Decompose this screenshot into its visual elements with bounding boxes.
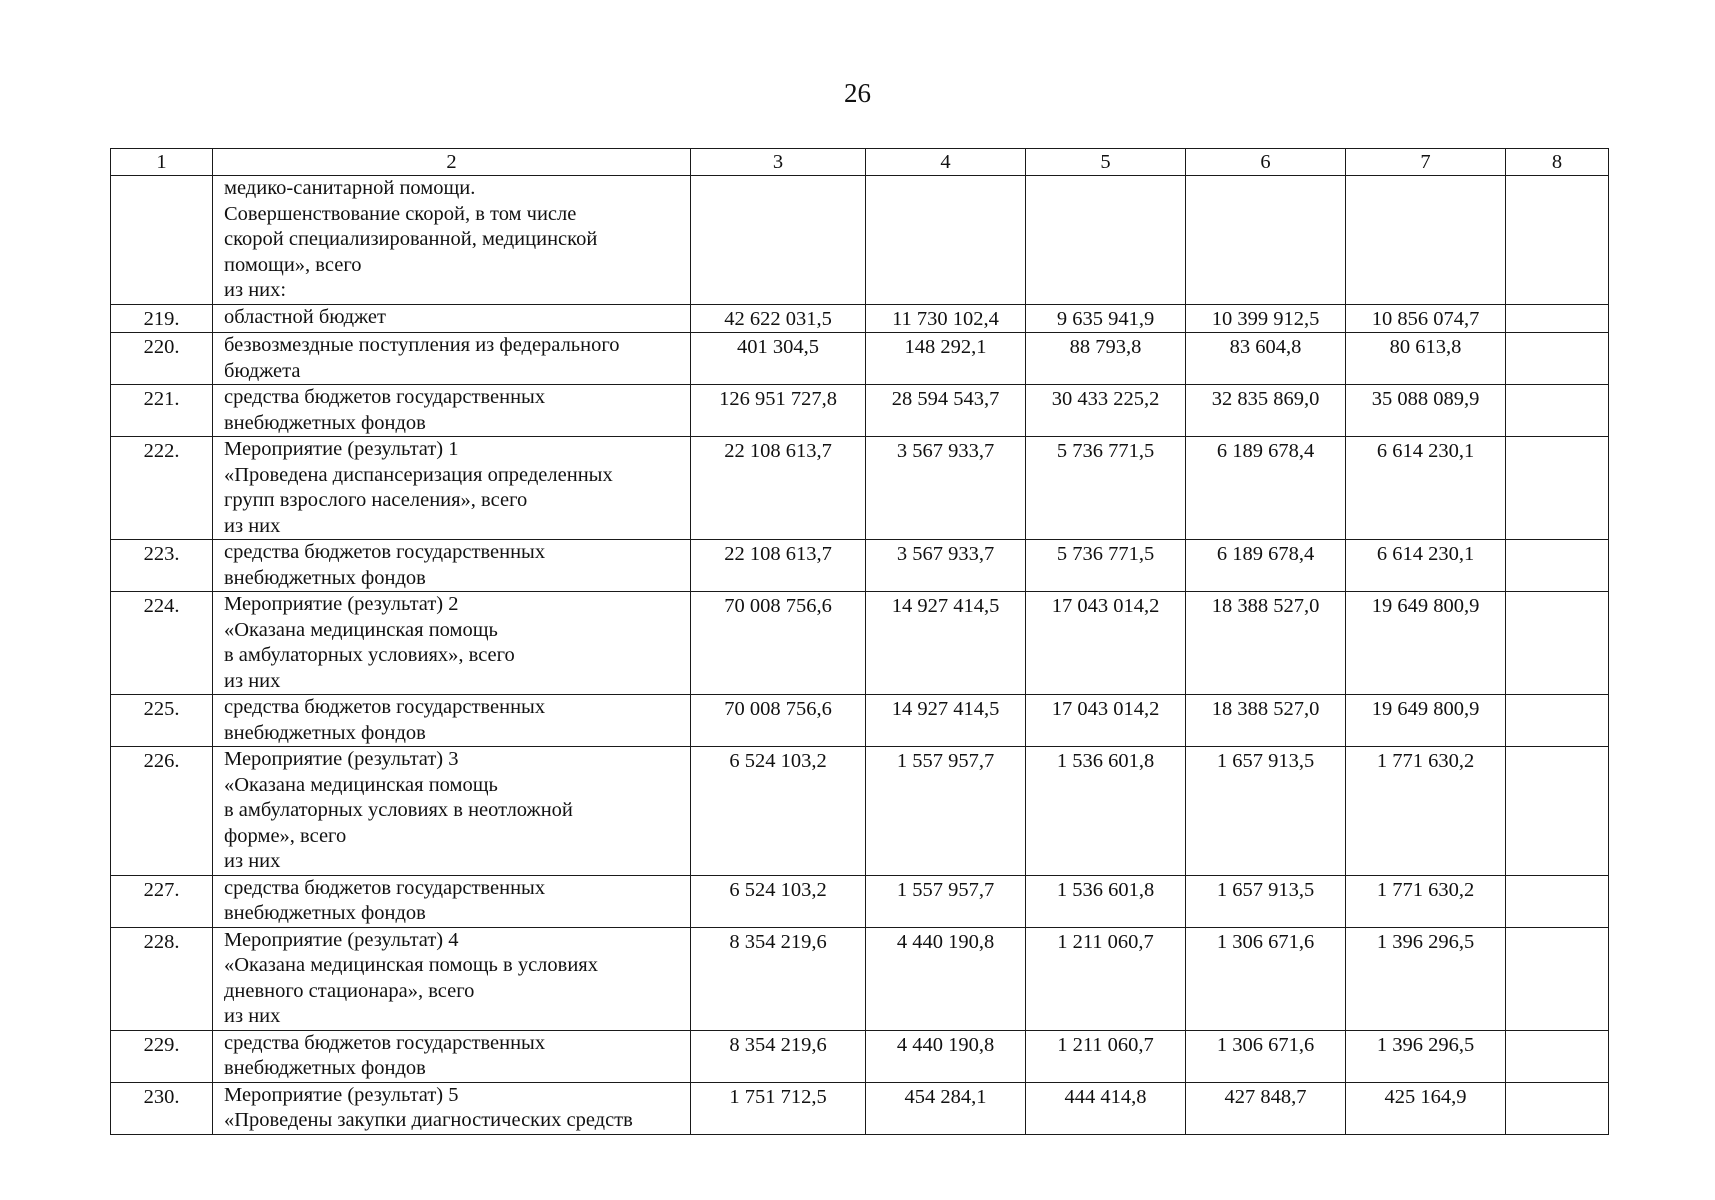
row-number: 222. — [111, 437, 213, 540]
value-cell-col5: 1 211 060,7 — [1026, 1030, 1186, 1082]
description-line: бюджета — [224, 359, 301, 382]
value-cell-col5: 30 433 225,2 — [1026, 385, 1186, 437]
row-description — [213, 385, 691, 437]
value-cell-col4: 148 292,1 — [866, 333, 1026, 385]
header-cell: 3 — [691, 149, 866, 176]
value-cell-col8 — [1506, 875, 1609, 927]
description-line: средства бюджетов государственных — [224, 1031, 546, 1054]
table-row — [111, 1082, 1609, 1134]
description-line: помощи», всего — [224, 253, 362, 276]
table-row — [111, 540, 1609, 592]
header-cell: 2 — [213, 149, 691, 176]
row-description — [213, 176, 691, 305]
value-cell-col7: 6 614 230,1 — [1346, 437, 1506, 540]
value-cell-col5: 1 536 601,8 — [1026, 875, 1186, 927]
row-number: 225. — [111, 695, 213, 747]
table-row — [111, 875, 1609, 927]
table-row — [111, 437, 1609, 540]
description-line: Мероприятие (результат) 3 — [224, 748, 459, 770]
row-description — [213, 592, 691, 695]
row-description — [213, 333, 691, 385]
header-row — [111, 149, 1609, 176]
value-cell-col5: 5 736 771,5 — [1026, 437, 1186, 540]
value-cell-col6: 6 189 678,4 — [1186, 437, 1346, 540]
value-cell-col6: 32 835 869,0 — [1186, 385, 1346, 437]
table-row — [111, 592, 1609, 695]
description-line: «Проведены закупки диагностических средств — [224, 1109, 633, 1131]
description-line: Мероприятие (результат) 5 — [224, 1083, 459, 1106]
value-cell-col7: 6 614 230,1 — [1346, 540, 1506, 592]
row-number: 229. — [111, 1030, 213, 1082]
description-line: «Оказана медицинская помощь в условиях — [224, 954, 598, 976]
value-cell-col6: 427 848,7 — [1186, 1082, 1346, 1134]
row-description — [213, 540, 691, 592]
header-cell: 4 — [866, 149, 1026, 176]
value-cell-col4: 28 594 543,7 — [866, 385, 1026, 437]
description-line: внебюджетных фондов — [224, 411, 426, 434]
row-description — [213, 927, 691, 1030]
value-cell-col3: 42 622 031,5 — [691, 304, 866, 333]
value-cell-col7: 425 164,9 — [1346, 1082, 1506, 1134]
row-number: 227. — [111, 875, 213, 927]
description-line: из них — [224, 514, 281, 537]
table-row — [111, 385, 1609, 437]
table-body — [111, 176, 1609, 1135]
description-line: групп взрослого населения», всего — [224, 489, 528, 511]
value-cell-col3: 6 524 103,2 — [691, 747, 866, 876]
value-cell-col5: 1 536 601,8 — [1026, 747, 1186, 876]
row-description — [213, 747, 691, 876]
description-line: медико-санитарной помощи. — [224, 177, 476, 199]
value-cell-col7: 1 396 296,5 — [1346, 1030, 1506, 1082]
value-cell-col7: 1 771 630,2 — [1346, 875, 1506, 927]
value-cell-col4: 3 567 933,7 — [866, 540, 1026, 592]
value-cell-col3: 8 354 219,6 — [691, 927, 866, 1030]
row-description — [213, 1030, 691, 1082]
row-description — [213, 695, 691, 747]
description-line: средства бюджетов государственных — [224, 696, 546, 718]
value-cell-col3: 22 108 613,7 — [691, 540, 866, 592]
value-cell-col6: 18 388 527,0 — [1186, 592, 1346, 695]
value-cell-col4: 14 927 414,5 — [866, 592, 1026, 695]
value-cell-col8 — [1506, 385, 1609, 437]
value-cell-col8 — [1506, 176, 1609, 305]
value-cell-col8 — [1506, 1082, 1609, 1134]
value-cell-col8 — [1506, 695, 1609, 747]
header-cell: 1 — [111, 149, 213, 176]
row-number — [111, 176, 213, 305]
row-number: 226. — [111, 747, 213, 876]
value-cell-col6: 6 189 678,4 — [1186, 540, 1346, 592]
value-cell-col6: 1 306 671,6 — [1186, 927, 1346, 1030]
table-row — [111, 176, 1609, 305]
row-description — [213, 875, 691, 927]
value-cell-col3: 6 524 103,2 — [691, 875, 866, 927]
value-cell-col3: 22 108 613,7 — [691, 437, 866, 540]
value-cell-col3: 1 751 712,5 — [691, 1082, 866, 1134]
description-line: внебюджетных фондов — [224, 902, 426, 924]
value-cell-col6: 1 657 913,5 — [1186, 875, 1346, 927]
value-cell-col7: 1 771 630,2 — [1346, 747, 1506, 876]
description-line: внебюджетных фондов — [224, 721, 426, 744]
value-cell-col3: 126 951 727,8 — [691, 385, 866, 437]
value-cell-col4: 14 927 414,5 — [866, 695, 1026, 747]
description-line: «Оказана медицинская помощь — [224, 618, 498, 641]
value-cell-col3: 401 304,5 — [691, 333, 866, 385]
value-cell-col5: 9 635 941,9 — [1026, 304, 1186, 333]
value-cell-col8 — [1506, 540, 1609, 592]
value-cell-col5 — [1026, 176, 1186, 305]
description-line: из них — [224, 1005, 281, 1027]
row-description — [213, 437, 691, 540]
value-cell-col4: 3 567 933,7 — [866, 437, 1026, 540]
header-cell: 6 — [1186, 149, 1346, 176]
description-line: из них — [224, 850, 281, 872]
value-cell-col4: 11 730 102,4 — [866, 304, 1026, 333]
value-cell-col6: 1 306 671,6 — [1186, 1030, 1346, 1082]
value-cell-col8 — [1506, 747, 1609, 876]
value-cell-col7: 80 613,8 — [1346, 333, 1506, 385]
description-line: из них — [224, 669, 281, 692]
value-cell-col4: 4 440 190,8 — [866, 1030, 1026, 1082]
value-cell-col4: 4 440 190,8 — [866, 927, 1026, 1030]
budget-table — [110, 148, 1609, 1135]
description-line: областной бюджет — [224, 305, 386, 328]
table-row — [111, 1030, 1609, 1082]
value-cell-col8 — [1506, 592, 1609, 695]
table-row — [111, 927, 1609, 1030]
value-cell-col8 — [1506, 333, 1609, 385]
value-cell-col6: 18 388 527,0 — [1186, 695, 1346, 747]
row-number: 220. — [111, 333, 213, 385]
row-number: 228. — [111, 927, 213, 1030]
header-cell: 7 — [1346, 149, 1506, 176]
description-line: безвозмездные поступления из федерального — [224, 334, 620, 356]
header-cell: 8 — [1506, 149, 1609, 176]
value-cell-col3 — [691, 176, 866, 305]
value-cell-col8 — [1506, 437, 1609, 540]
value-cell-col6: 1 657 913,5 — [1186, 747, 1346, 876]
value-cell-col7: 19 649 800,9 — [1346, 695, 1506, 747]
description-line: скорой специализированной, медицинской — [224, 228, 598, 250]
value-cell-col4: 454 284,1 — [866, 1082, 1026, 1134]
table-row — [111, 304, 1609, 333]
header-cell: 5 — [1026, 149, 1186, 176]
description-line: Мероприятие (результат) 4 — [224, 928, 459, 951]
description-line: Мероприятие (результат) 2 — [224, 593, 459, 615]
value-cell-col8 — [1506, 1030, 1609, 1082]
value-cell-col4: 1 557 957,7 — [866, 875, 1026, 927]
value-cell-col8 — [1506, 927, 1609, 1030]
value-cell-col5: 1 211 060,7 — [1026, 927, 1186, 1030]
value-cell-col5: 88 793,8 — [1026, 333, 1186, 385]
row-number: 221. — [111, 385, 213, 437]
description-line: в амбулаторных условиях в неотложной — [224, 799, 573, 821]
row-number: 223. — [111, 540, 213, 592]
description-line: внебюджетных фондов — [224, 1057, 426, 1079]
page-number: 26 — [844, 78, 871, 108]
description-line: Мероприятие (результат) 1 — [224, 438, 459, 460]
row-number: 230. — [111, 1082, 213, 1134]
description-line: средства бюджетов государственных — [224, 386, 546, 408]
value-cell-col5: 17 043 014,2 — [1026, 695, 1186, 747]
value-cell-col8 — [1506, 304, 1609, 333]
description-line: «Проведена диспансеризация определенных — [224, 463, 613, 486]
value-cell-col5: 17 043 014,2 — [1026, 592, 1186, 695]
value-cell-col6: 10 399 912,5 — [1186, 304, 1346, 333]
description-line: внебюджетных фондов — [224, 566, 426, 589]
description-line: дневного стационара», всего — [224, 979, 475, 1002]
description-line: «Оказана медицинская помощь — [224, 773, 498, 796]
description-line: средства бюджетов государственных — [224, 541, 546, 563]
value-cell-col7: 10 856 074,7 — [1346, 304, 1506, 333]
value-cell-col3: 70 008 756,6 — [691, 592, 866, 695]
value-cell-col7 — [1346, 176, 1506, 305]
description-line: в амбулаторных условиях», всего — [224, 644, 515, 666]
row-description — [213, 304, 691, 333]
value-cell-col6 — [1186, 176, 1346, 305]
description-line: средства бюджетов государственных — [224, 876, 546, 899]
value-cell-col6: 83 604,8 — [1186, 333, 1346, 385]
description-line: Совершенствование скорой, в том числе — [224, 202, 577, 225]
value-cell-col5: 444 414,8 — [1026, 1082, 1186, 1134]
table-row — [111, 747, 1609, 876]
value-cell-col5: 5 736 771,5 — [1026, 540, 1186, 592]
value-cell-col3: 70 008 756,6 — [691, 695, 866, 747]
table-row — [111, 333, 1609, 385]
value-cell-col7: 35 088 089,9 — [1346, 385, 1506, 437]
value-cell-col4: 1 557 957,7 — [866, 747, 1026, 876]
row-description — [213, 1082, 691, 1134]
value-cell-col7: 1 396 296,5 — [1346, 927, 1506, 1030]
table-row — [111, 695, 1609, 747]
description-line: форме», всего — [224, 824, 347, 847]
value-cell-col3: 8 354 219,6 — [691, 1030, 866, 1082]
value-cell-col7: 19 649 800,9 — [1346, 592, 1506, 695]
row-number: 224. — [111, 592, 213, 695]
description-line: из них: — [224, 279, 287, 301]
value-cell-col4 — [866, 176, 1026, 305]
row-number: 219. — [111, 304, 213, 333]
